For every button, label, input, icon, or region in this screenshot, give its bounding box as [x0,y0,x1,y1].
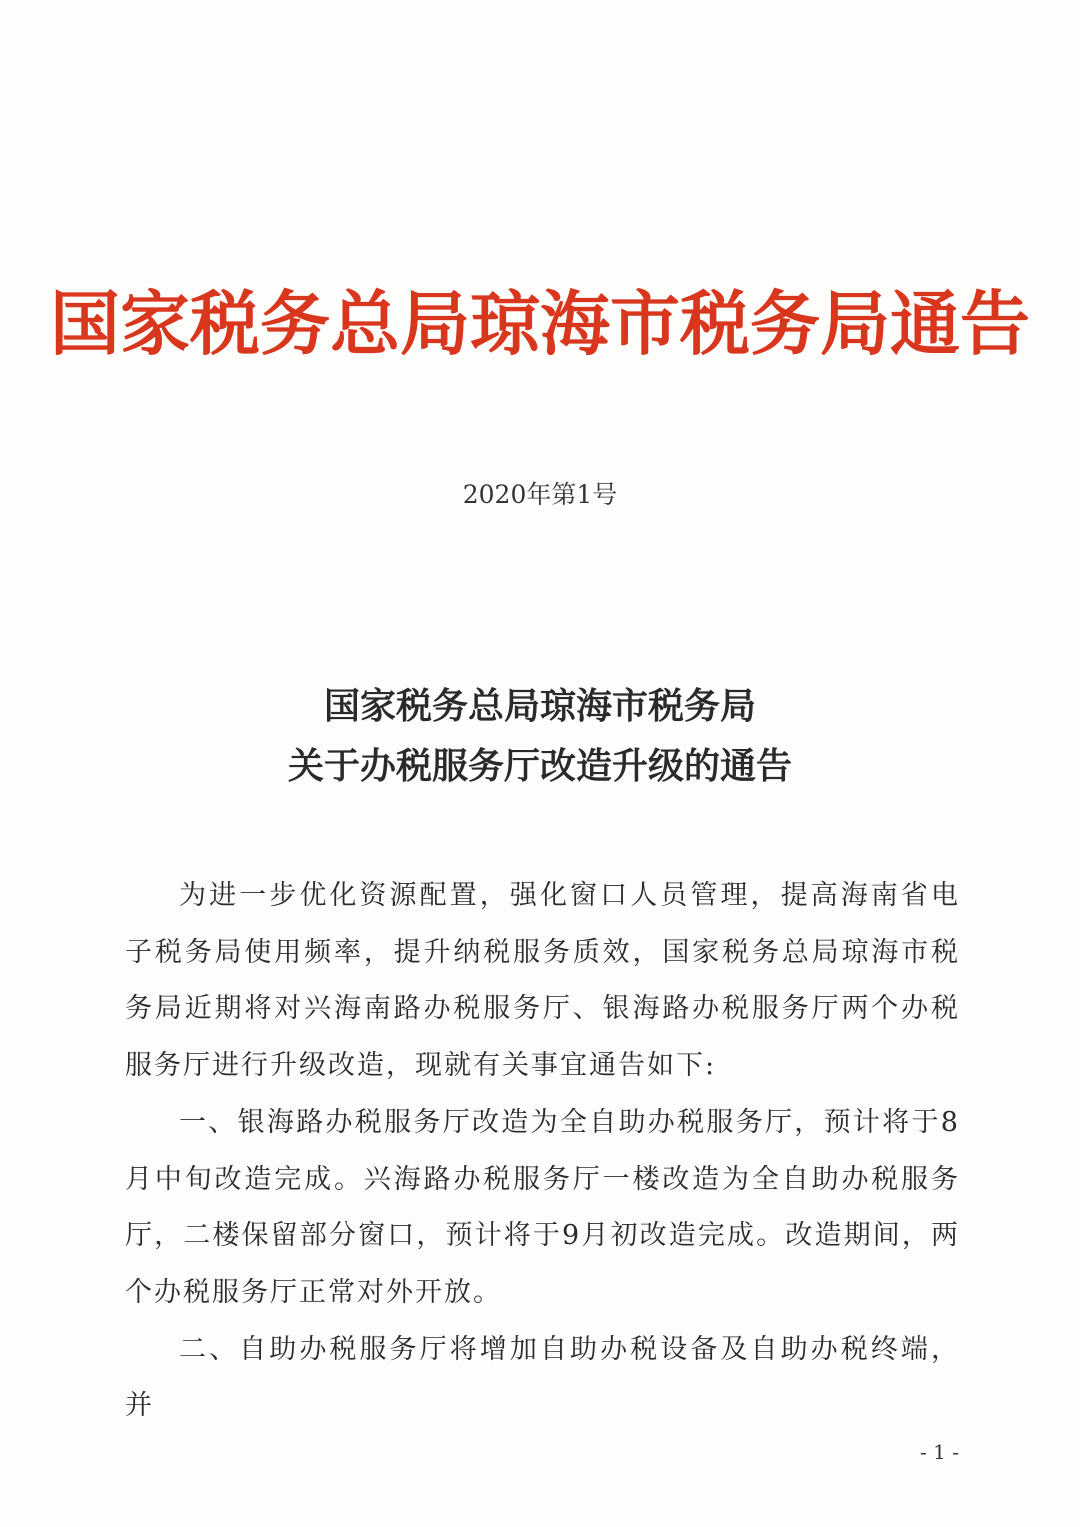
document-title-line-2: 关于办税服务厅改造升级的通告 [287,745,792,787]
document-title-line-1: 国家税务总局琼海市税务局 [323,685,756,727]
body-paragraph: 为进一步优化资源配置，强化窗口人员管理，提高海南省电子税务局使用频率，提升纳税服务质效，国家税务总局琼海市税务局近期将对兴海南路办税服务厅、银海路办税服务厅两个办税服务厅进行升级改造，现就有关事宜通告如下: [125,880,960,1082]
red-header-title: 国家税务总局琼海市税务局通告 [50,282,1030,365]
document-body [125,868,960,1435]
document-number: 2020年第1号 [462,480,618,509]
body-paragraph: 二、自助办税服务厅将增加自助办税设备及自助办税终端，并 [125,1333,960,1422]
document-title [0,676,1080,796]
page-number: - 1 - [920,1440,959,1464]
body-paragraph: 一、银海路办税服务厅改造为全自助办税服务厅，预计将于8月中旬改造完成。兴海路办税服务厅一楼改造为全自助办税服务厅，二楼保留部分窗口，预计将于9月初改造完成。改造期间，两个办税服务厅正常对外开放。 [125,1106,960,1308]
